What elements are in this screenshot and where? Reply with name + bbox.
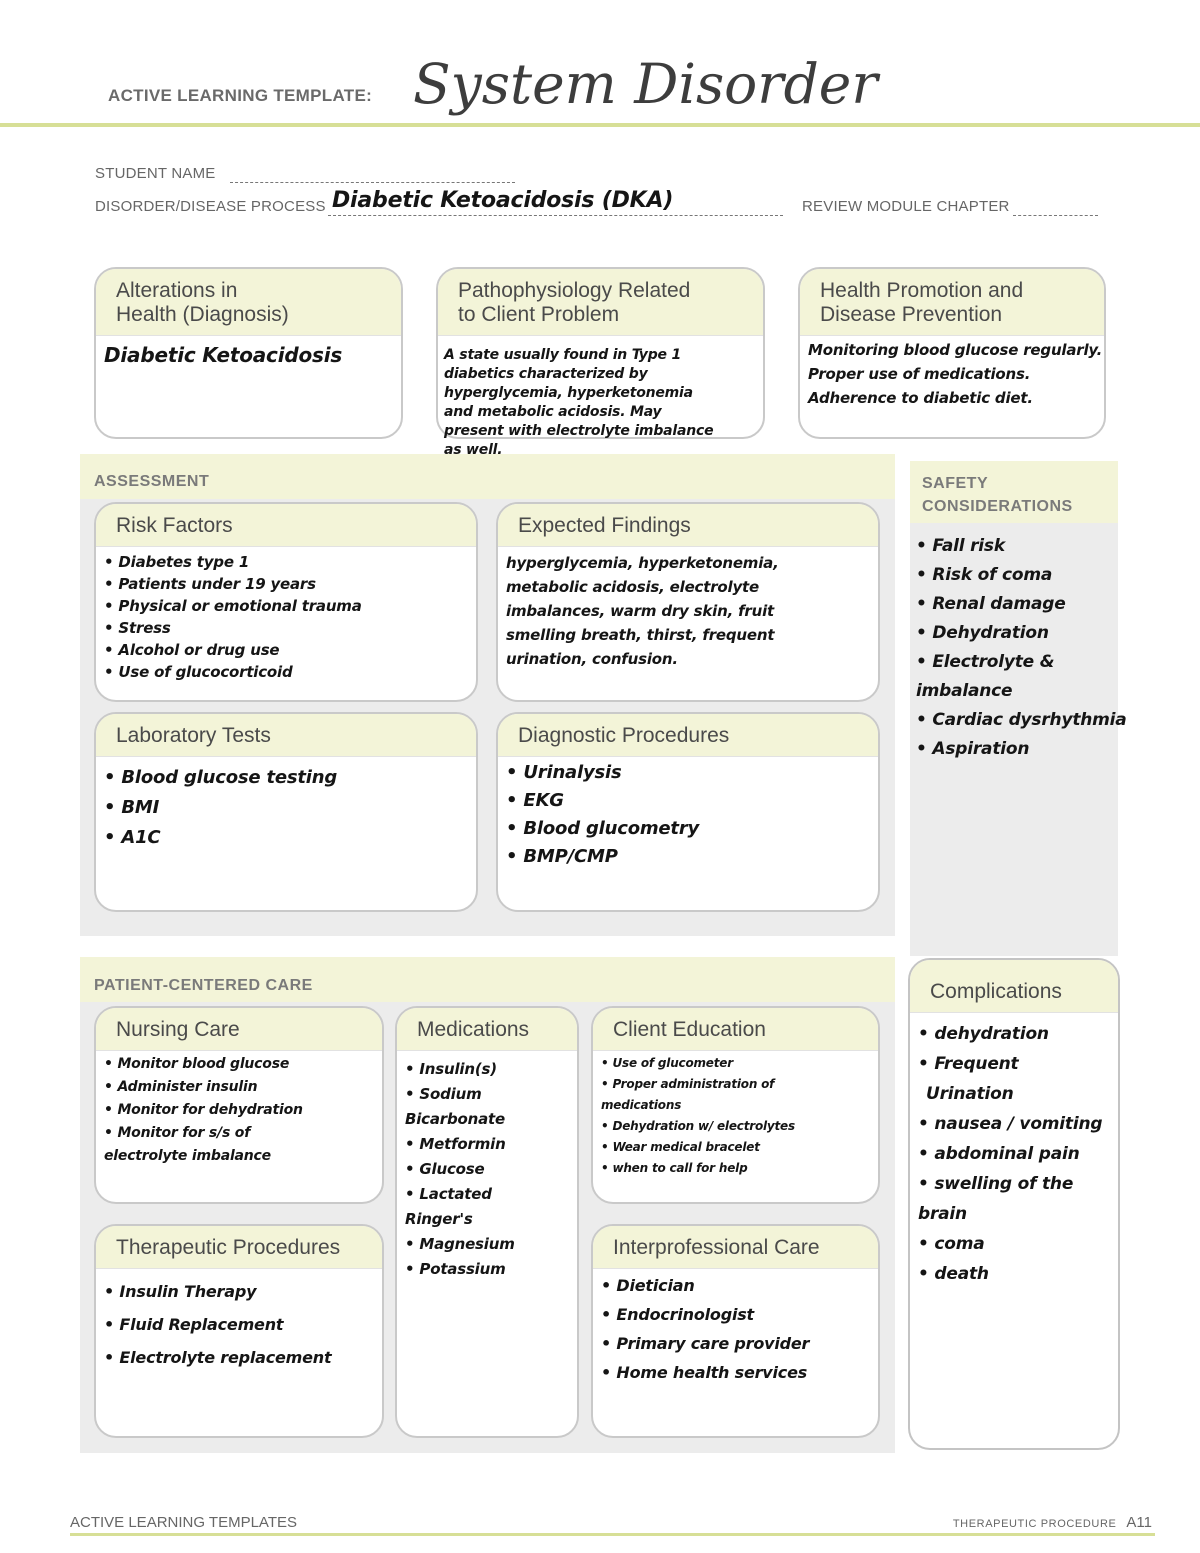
student-name-field[interactable] [230, 181, 515, 183]
pathophysiology-title: Pathophysiology Related to Client Problem [438, 269, 763, 336]
medications-box [395, 1006, 579, 1438]
therapeutic-procedures-box [94, 1224, 384, 1438]
complications-title: Complications [910, 960, 1118, 1013]
review-module-label: REVIEW MODULE CHAPTER [802, 198, 1010, 215]
client-education-box [591, 1006, 880, 1204]
patient-centered-care-title: PATIENT-CENTERED CARE [94, 977, 313, 994]
student-name-label: STUDENT NAME [95, 165, 216, 182]
health-promotion-title: Health Promotion and Disease Prevention [800, 269, 1104, 336]
header-rule [0, 123, 1200, 127]
medications-list: • Insulin(s) • Sodium Bicarbonate • Metformin • Glucose • Lactated Ringer's • Magnesium • Potassium [405, 1060, 515, 1278]
complications-box [908, 958, 1120, 1450]
laboratory-tests-box [94, 712, 478, 912]
interprofessional-care-list: • Dietician • Endocrinologist • Primary care provider • Home health services [601, 1276, 810, 1382]
medications-title: Medications [397, 1008, 577, 1051]
laboratory-tests-list: • Blood glucose testing • BMI • A1C [104, 767, 338, 848]
risk-factors-title: Risk Factors [96, 504, 476, 547]
nursing-care-box [94, 1006, 384, 1204]
footer-left-label: ACTIVE LEARNING TEMPLATES [70, 1514, 297, 1531]
safety-title: SAFETY CONSIDERATIONS [922, 475, 1073, 515]
interprofessional-care-box [591, 1224, 880, 1438]
health-promotion-box [798, 267, 1106, 439]
nursing-care-list: • Monitor blood glucose • Administer insulin • Monitor for dehydration • Monitor for s/s of electrolyte imbalance [104, 1056, 303, 1164]
expected-findings-title: Expected Findings [498, 504, 878, 547]
disorder-value: Diabetic Ketoacidosis (DKA) [332, 188, 674, 213]
alterations-box [94, 267, 403, 439]
interprofessional-care-title: Interprofessional Care [593, 1226, 878, 1269]
template-label: ACTIVE LEARNING TEMPLATE: [108, 86, 373, 105]
complications-list: • dehydration • Frequent Urination • nausea / vomiting • abdominal pain • swelling of the brain • coma • death [918, 1024, 1103, 1284]
pathophysiology-content: A state usually found in Type 1 diabetics characterized by hyperglycemia, hyperketonemia and metabolic acidosis. May present with electrolyte imbalance as well. [444, 347, 714, 458]
footer-rule [70, 1533, 1155, 1536]
therapeutic-procedures-list: • Insulin Therapy • Fluid Replacement • Electrolyte replacement [104, 1282, 332, 1367]
disorder-field[interactable] [328, 214, 783, 216]
expected-findings-box [496, 502, 880, 702]
assessment-title: ASSESSMENT [94, 473, 210, 490]
diagnostic-procedures-box [496, 712, 880, 912]
therapeutic-procedures-title: Therapeutic Procedures [96, 1226, 382, 1269]
diagnostic-procedures-title: Diagnostic Procedures [498, 714, 878, 757]
review-module-field[interactable] [1013, 214, 1098, 216]
client-education-list: • Use of glucometer • Proper administration of medications • Dehydration w/ electrolytes • Wear medical bracelet • when to call for help [601, 1056, 795, 1175]
health-promotion-content: Monitoring blood glucose regularly. Proper use of medications. Adherence to diabetic diet. [808, 341, 1103, 407]
expected-findings-content: hyperglycemia, hyperketonemia, metabolic acidosis, electrolyte imbalances, warm dry skin, fruit smelling breath, thirst, frequent urination, confusion. [506, 554, 779, 668]
client-education-title: Client Education [593, 1008, 878, 1051]
laboratory-tests-title: Laboratory Tests [96, 714, 476, 757]
disorder-label: DISORDER/DISEASE PROCESS [95, 198, 326, 215]
alterations-content: Diabetic Ketoacidosis [104, 343, 343, 367]
safety-list: • Fall risk • Risk of coma • Renal damage • Dehydration • Electrolyte & imbalance • Cardiac dysrhythmia • Aspiration [916, 536, 1127, 759]
alterations-title: Alterations in Health (Diagnosis) [96, 269, 401, 336]
risk-factors-list: • Diabetes type 1 • Patients under 19 years • Physical or emotional trauma • Stress • Alcohol or drug use • Use of glucocorticoid [104, 553, 362, 681]
nursing-care-title: Nursing Care [96, 1008, 382, 1051]
risk-factors-box [94, 502, 478, 702]
page-title: System Disorder [413, 52, 878, 116]
diagnostic-procedures-list: • Urinalysis • EKG • Blood glucometry • BMP/CMP [506, 762, 700, 867]
footer-right-label: THERAPEUTIC PROCEDURE A11 [952, 1514, 1152, 1531]
page-number: A11 [1126, 1514, 1152, 1531]
